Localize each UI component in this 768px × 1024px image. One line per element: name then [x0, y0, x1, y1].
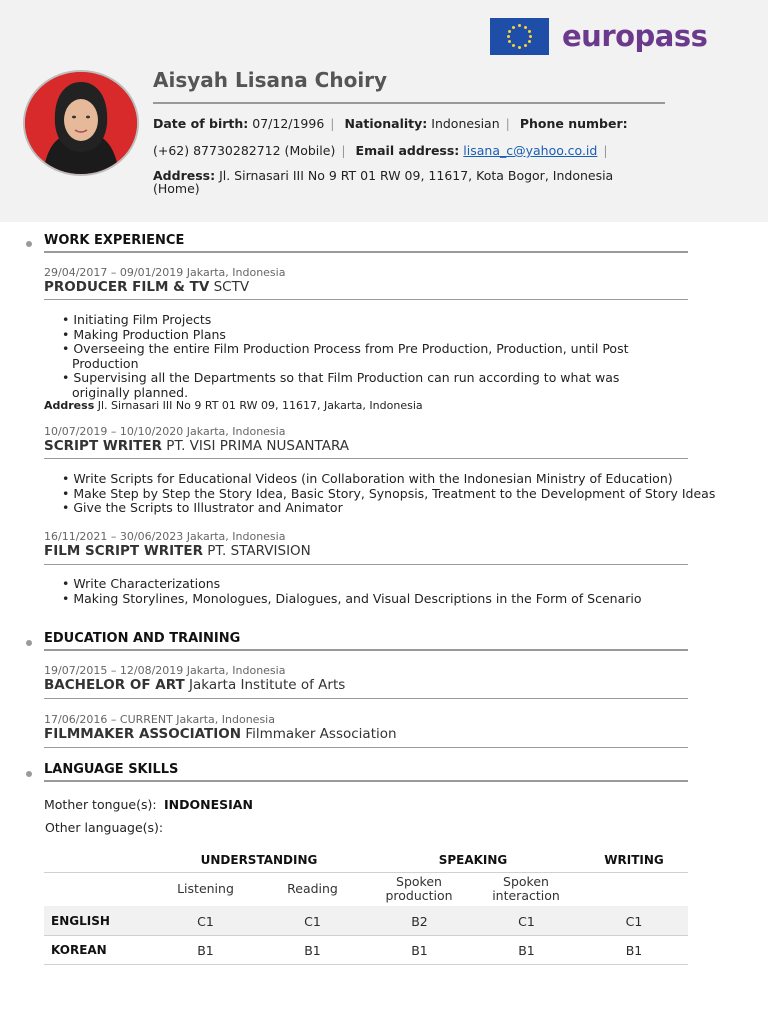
- job-role: SCRIPT WRITER: [44, 438, 162, 454]
- language-skills-title: LANGUAGE SKILLS: [44, 762, 179, 777]
- job-bullets: [62, 313, 688, 401]
- listening-level: B1: [197, 943, 214, 958]
- email-label: Email address:: [355, 143, 460, 158]
- spoken-interaction-level: C1: [518, 914, 535, 929]
- list-item: • Initiating Film Projects: [62, 312, 212, 327]
- understanding-header: UNDERSTANDING: [200, 853, 318, 867]
- job-title: [44, 438, 349, 454]
- section-divider: [44, 251, 688, 253]
- spoken-production-subheader: Spoken production: [385, 874, 453, 903]
- list-item: • Write Scripts for Educational Videos (in Collaboration with the Indonesian Ministry of Education): [62, 471, 673, 486]
- email-link[interactable]: lisana_c@yahoo.co.id: [463, 143, 598, 158]
- eu-flag-icon: [490, 18, 549, 55]
- job-title: [44, 543, 311, 559]
- writing-header: WRITING: [604, 853, 664, 867]
- job-date: 10/07/2019 – 10/10/2020 Jakarta, Indonesia: [44, 425, 286, 438]
- job-date: 16/11/2021 – 30/06/2023 Jakarta, Indonesia: [44, 530, 286, 543]
- job-org: PT. VISI PRIMA NUSANTARA: [166, 438, 350, 454]
- profile-name: Aisyah Lisana Choiry: [153, 68, 388, 92]
- job-org: SCTV: [213, 279, 250, 295]
- header: [0, 0, 768, 222]
- job-title: [44, 279, 249, 295]
- education-divider: [44, 698, 688, 699]
- work-experience-title: WORK EXPERIENCE: [44, 233, 185, 248]
- reading-subheader: Reading: [287, 881, 338, 896]
- reading-level: B1: [304, 943, 321, 958]
- name-divider: [153, 102, 665, 104]
- reading-level: C1: [304, 914, 321, 929]
- spoken-interaction-level: B1: [518, 943, 535, 958]
- info-line-1: Date of birth: 07/12/1996 | Nationality: Indonesian | Phone number:: [153, 116, 628, 131]
- listening-subheader: Listening: [177, 881, 234, 896]
- spoken-interaction-subheader: Spoken interaction: [492, 874, 560, 903]
- job-role: FILM SCRIPT WRITER: [44, 543, 203, 559]
- section-divider: [44, 780, 688, 782]
- section-bullet: [26, 640, 32, 646]
- education-org: Jakarta Institute of Arts: [189, 677, 346, 693]
- education-degree: FILMMAKER ASSOCIATION: [44, 726, 242, 742]
- language-name: ENGLISH: [51, 914, 110, 928]
- job-bullets: [62, 472, 715, 516]
- list-item: • Making Storylines, Monologues, Dialogues, and Visual Descriptions in the Form of Scenario: [62, 590, 642, 606]
- language-name: KOREAN: [51, 943, 107, 957]
- phone-value: (+62) 87730282712 (Mobile): [153, 143, 336, 158]
- speaking-header: SPEAKING: [438, 853, 508, 867]
- europass-logo: [490, 18, 707, 55]
- avatar: [23, 70, 139, 176]
- job-date: 29/04/2017 – 09/01/2019 Jakarta, Indonesia: [44, 266, 286, 279]
- section-bullet: [26, 241, 32, 247]
- job-role: PRODUCER FILM & TV: [44, 279, 210, 295]
- job-org: PT. STARVISION: [207, 543, 311, 559]
- profile-photo: [25, 72, 137, 174]
- list-item: • Write Characterizations: [62, 576, 221, 591]
- education-title-line: [44, 726, 397, 742]
- nationality-value: Indonesian: [431, 116, 500, 131]
- spoken-production-level: B2: [411, 914, 428, 929]
- education-title-line: [44, 677, 345, 693]
- spoken-production-level: B1: [411, 943, 428, 958]
- education-date: 17/06/2016 – CURRENT Jakarta, Indonesia: [44, 713, 275, 726]
- mother-tongue-value: INDONESIAN: [164, 797, 253, 812]
- education-org: Filmmaker Association: [245, 726, 397, 742]
- listening-level: C1: [197, 914, 214, 929]
- table-divider: [44, 935, 688, 936]
- address-label: Address:: [153, 168, 216, 183]
- education-degree: BACHELOR OF ART: [44, 677, 185, 693]
- info-line-2: (+62) 87730282712 (Mobile) | Email address: lisana_c@yahoo.co.id |: [153, 143, 608, 158]
- job-bullets: [62, 577, 642, 606]
- address-value: Jl. Sirnasari III No 9 RT 01 RW 09, 11617, Kota Bogor, Indonesia: [219, 168, 614, 183]
- table-divider: [44, 872, 688, 873]
- list-item: • Supervising all the Departments so that Film Production can run according to what was originally planned.: [62, 370, 620, 400]
- writing-level: C1: [625, 914, 643, 929]
- job-divider: [44, 564, 688, 565]
- dob-label: Date of birth:: [153, 116, 249, 131]
- address-type: (Home): [153, 181, 200, 196]
- table-divider: [44, 964, 688, 965]
- nationality-label: Nationality:: [344, 116, 428, 131]
- job-address-label: Address: [44, 399, 95, 412]
- writing-level: B1: [625, 943, 643, 958]
- section-divider: [44, 649, 688, 651]
- education-divider: [44, 747, 688, 748]
- logo-text: europass: [562, 19, 708, 53]
- job-divider: [44, 458, 688, 459]
- job-address-value: Jl. Sirnasari III No 9 RT 01 RW 09, 11617, Jakarta, Indonesia: [97, 399, 423, 412]
- education-title: EDUCATION AND TRAINING: [44, 631, 241, 646]
- job-divider: [44, 299, 688, 300]
- dob-value: 07/12/1996: [252, 116, 325, 131]
- phone-label: Phone number:: [519, 116, 628, 131]
- section-bullet: [26, 771, 32, 777]
- list-item: • Make Step by Step the Story Idea, Basic Story, Synopsis, Treatment to the Development of Story Ideas: [62, 485, 716, 501]
- list-item: • Overseeing the entire Film Production Process from Pre Production, Production, until Post Production: [62, 341, 629, 371]
- info-line-3: [153, 169, 613, 195]
- education-date: 19/07/2015 – 12/08/2019 Jakarta, Indonesia: [44, 664, 286, 677]
- job-address: [44, 399, 423, 412]
- other-languages-label: Other language(s):: [45, 820, 164, 835]
- list-item: • Making Production Plans: [62, 326, 226, 342]
- list-item: • Give the Scripts to Illustrator and Animator: [62, 500, 343, 516]
- mother-tongue-label: Mother tongue(s):: [44, 797, 157, 812]
